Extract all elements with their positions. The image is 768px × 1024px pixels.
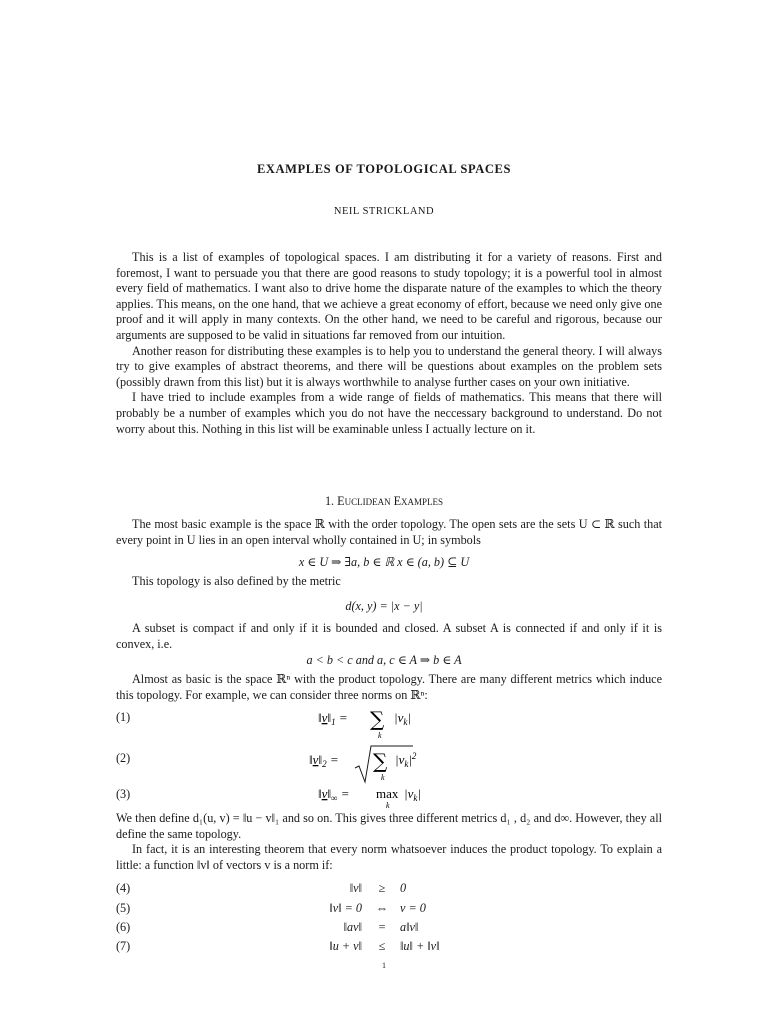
svg-text:∑: ∑ — [370, 707, 385, 731]
intro-paragraph: I have tried to include examples from a wide range of fields of mathematics. This means that there will probably be a number of examples which you do not have the neccessary background to understand. Do not worry about this. Nothing in this list will be examinable unless I actually lecture on it. — [116, 390, 662, 436]
equation-norm-inf-figure — [314, 784, 454, 812]
equation-number: (6) — [116, 920, 131, 934]
equation-number: (1) — [116, 710, 131, 724]
text-paragraph — [116, 574, 662, 590]
section-title: Euclidean Examples — [337, 494, 444, 508]
equation-norm-2-figure — [309, 742, 459, 786]
svg-text:|vk|2: $|v_k|^2$ — [395, 751, 417, 769]
paragraph-text: A subset is compact if and only if it is bounded and closed. A subset A is connected if and only if it is convex, i.e. — [116, 621, 662, 651]
axiom-rhs: 0 — [400, 881, 407, 895]
axiom-rhs: a‖v‖ — [400, 920, 419, 934]
equation-number: (2) — [116, 751, 131, 765]
axiom-lhs: ‖v‖ = 0 — [329, 901, 362, 915]
paragraph-text: The most basic example is the space ℝ with the order topology. The open sets are the sets U ⊂ ℝ such that every point in U lies in an open interval wholly contained in U; in symbols — [116, 517, 662, 547]
section-heading — [0, 494, 768, 510]
axiom-relation: ≤ — [378, 939, 386, 953]
intro-paragraph: Another reason for distributing these examples is to help you to understand the general theory. I will always try to give examples of abstract theorems, and there will be questions about examples on the problem sets (possibly drawn from this list) but it is always worthwhile to analyse further cases on your own initiative. — [116, 343, 662, 389]
svg-text:∑: ∑ — [373, 749, 388, 773]
svg-text:k: k — [386, 801, 390, 810]
axiom-relation: ⇔ — [375, 901, 389, 915]
text-paragraph — [116, 621, 662, 652]
display-equation: x ∈ U ⇒ ∃a, b ∈ ℝ x ∈ (a, b) ⊆ U — [298, 555, 470, 569]
intro-paragraph: This is a list of examples of topological spaces. I am distributing it for a variety of reasons. First and foremost, I want to persuade you that there are good reasons to study topology; it is a powerful tool in almost every field of mathematics. I want also to drive home the disparate nature of the examples to which the theory applies. This means, on the one hand, that we achieve a great economy of effort, because we need only give one proof and it will apply in many contexts. On the other hand, we need to be careful and rigorous, because our arguments are supposed to be valid in situations far removed from our intuition. — [116, 250, 662, 342]
equation-number: (7) — [116, 939, 131, 953]
paragraph-text: Almost as basic is the space ℝⁿ with the product topology. There are many different metrics which induce this topology. For example, we can consider three norms on ℝⁿ: — [116, 672, 662, 702]
svg-text:max: max — [376, 786, 399, 801]
text-paragraph — [116, 517, 662, 548]
axiom-lhs: ‖v‖ — [349, 881, 362, 895]
svg-text:|vk|: $|v_k|$ — [394, 710, 411, 727]
svg-text:‖v‖1 =: $‖v‖_1$ = — [318, 710, 348, 727]
equation-number: (4) — [116, 881, 131, 895]
axiom-rhs: ‖u‖ + ‖v‖ — [400, 939, 440, 953]
svg-text:‖v‖2 =: $‖v‖_2$ = — [309, 752, 339, 769]
axiom-lhs: ‖u + v‖ — [329, 939, 362, 953]
axiom-lhs: ‖av‖ — [343, 920, 362, 934]
svg-text:‖v‖∞ =: $‖v‖_\infty$ = — [318, 786, 350, 803]
display-equation: d(x, y) = |x − y| — [345, 599, 423, 613]
equation-number: (3) — [116, 787, 131, 801]
paragraph-text: In fact, it is an interesting theorem that every norm whatsoever induces the product topology. To explain a little: a function ‖v‖ of vectors v is a norm if: — [116, 842, 662, 872]
equation-number: (5) — [116, 901, 131, 915]
author-name: NEIL STRICKLAND — [333, 206, 435, 217]
paragraph-text: This topology is also defined by the metric — [132, 574, 341, 588]
axiom-relation: = — [378, 920, 386, 934]
axiom-rhs: v = 0 — [400, 901, 426, 915]
svg-text:k: k — [381, 773, 385, 782]
display-equation: a < b < c and a, c ∈ A ⇒ b ∈ A — [306, 653, 462, 667]
section-number: 1. — [324, 494, 335, 508]
axiom-relation: ≥ — [378, 881, 386, 895]
intro-section — [116, 250, 662, 437]
paragraph-text: We then define d₁(u, v) = ‖u − v‖₁ and so on. This gives three different metrics d₁ , d₂ and d∞. However, they all define the same topology. — [116, 811, 662, 841]
paper-title: EXAMPLES OF TOPOLOGICAL SPACES — [256, 162, 512, 176]
page-number: 1 — [382, 961, 386, 970]
text-paragraph — [116, 811, 662, 873]
equation-norm-1-figure — [314, 704, 454, 744]
svg-text:k: k — [378, 731, 382, 740]
text-paragraph — [116, 672, 662, 703]
svg-text:|vk|: $|v_k|$ — [404, 786, 421, 803]
